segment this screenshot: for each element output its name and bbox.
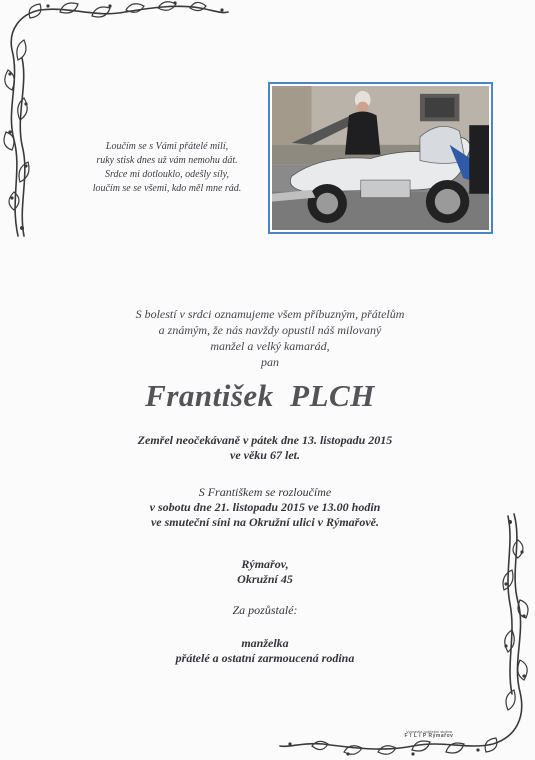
funeral-place-line: ve smuteční síni na Okružní ulici v Rýmařově. bbox=[150, 515, 379, 529]
address-city: Rýmařov, bbox=[241, 557, 289, 571]
survivor-line: manželka bbox=[241, 636, 289, 650]
funeral-date-line: v sobotu dne 21. listopadu 2015 ve 13.00 hodin bbox=[149, 500, 381, 514]
poem-line: Loučím se s Vámi přátelé milí, bbox=[105, 141, 229, 152]
poem-line: ruky stisk dnes už vám nemohu dát. bbox=[96, 155, 238, 166]
death-notice bbox=[60, 433, 470, 463]
age-line: ve věku 67 let. bbox=[230, 448, 300, 462]
announcement-text bbox=[80, 306, 460, 370]
funeral-intro: S Františkem se rozloučíme bbox=[198, 485, 332, 499]
death-date-line: Zemřel neočekávaně v pátek dne 13. listopadu 2015 bbox=[137, 433, 393, 447]
survivors-label: Za pozůstalé: bbox=[232, 603, 298, 617]
funeral-service-imprint bbox=[384, 729, 474, 739]
announcement-line: S bolestí v srdci oznamujeme všem příbuzným, přátelům bbox=[135, 307, 405, 321]
announcement-line: a známým, že nás navždy opustil náš milovaný bbox=[158, 323, 382, 337]
announcement-line: pan bbox=[261, 355, 279, 369]
announcement-line: manžel a velký kamarád, bbox=[210, 339, 330, 353]
portrait-photo bbox=[272, 86, 489, 230]
imprint-line: Vypravila pohřební služba bbox=[406, 729, 452, 734]
survivor-line: přátelé a ostatní zarmoucená rodina bbox=[175, 651, 355, 665]
portrait-photo-frame bbox=[268, 82, 493, 234]
imprint-company: F I L I P Rýmařov bbox=[404, 733, 454, 739]
deceased-name: František PLCH bbox=[145, 378, 375, 413]
poem-line: Srdce mi dotlouklo, odešly síly, bbox=[104, 169, 230, 180]
farewell-poem bbox=[68, 140, 266, 196]
floral-ornament-bottom-right bbox=[278, 512, 535, 760]
address-street: Okružní 45 bbox=[237, 572, 293, 586]
floral-ornament-top-left bbox=[0, 0, 230, 238]
poem-line: loučím se se všemi, kdo měl mne rád. bbox=[92, 183, 242, 194]
